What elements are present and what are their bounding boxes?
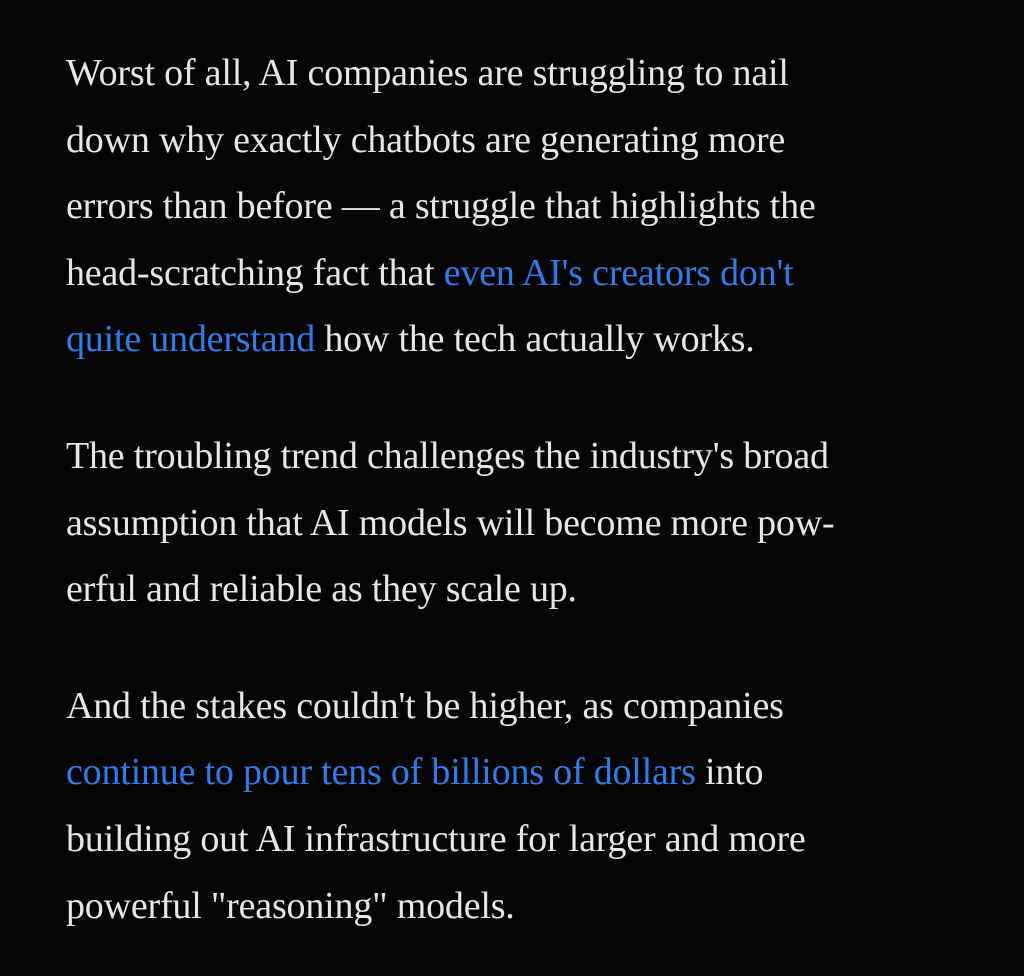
- text-span: powerful "reasoning" models.: [66, 884, 515, 927]
- paragraph-1: [66, 40, 964, 373]
- text-line: [66, 107, 964, 174]
- link-ai-creators-dont-understand-cont[interactable]: quite understand: [66, 318, 316, 361]
- text-line: [66, 739, 964, 806]
- text-span: down why exactly chatbots are generating more: [66, 118, 786, 161]
- text-line: [66, 873, 964, 940]
- text-line: [66, 40, 964, 107]
- text-span: building out AI infrastructure for larger and more: [66, 817, 806, 860]
- text-span: erful and reliable as they scale up.: [66, 568, 577, 611]
- paragraph-2: [66, 423, 964, 623]
- text-span: head-scratching fact that: [66, 251, 444, 294]
- text-line: [66, 556, 964, 623]
- link-ai-creators-dont-understand[interactable]: even AI's creators don't: [443, 251, 794, 294]
- text-span: The troubling trend challenges the industry's broad: [66, 434, 829, 477]
- text-line: [66, 173, 964, 240]
- text-line: [66, 306, 964, 373]
- text-span: assumption that AI models will become more pow-: [66, 501, 835, 544]
- text-line: [66, 490, 964, 557]
- text-span: And the stakes couldn't be higher, as companies: [66, 684, 784, 727]
- link-pour-tens-of-billions[interactable]: continue to pour tens of billions of dollars: [66, 751, 696, 794]
- text-line: [66, 806, 964, 873]
- text-line: [66, 423, 964, 490]
- text-span: Worst of all, AI companies are struggling to nail: [66, 52, 789, 94]
- text-span: how the tech actually works.: [315, 318, 755, 361]
- text-line: [66, 240, 964, 307]
- text-span: errors than before — a struggle that highlights the: [66, 185, 816, 228]
- text-line: [66, 673, 964, 740]
- paragraph-3: [66, 673, 964, 939]
- text-span: into: [695, 751, 764, 794]
